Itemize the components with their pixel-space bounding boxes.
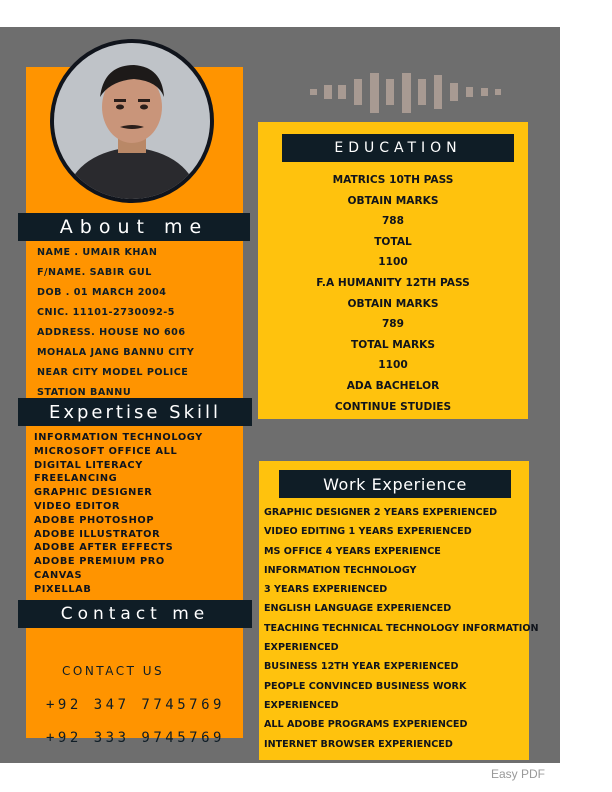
about-line: NAME . UMAIR KHAN [37,247,158,258]
contact-us-label: CONTACT US [62,664,165,678]
work-line: TEACHING TECHNICAL TECHNOLOGY INFORMATION [264,622,539,634]
skills-list [34,431,244,597]
skill-item: ADOBE PHOTOSHOP [34,514,155,526]
education-line: OBTAIN MARKS [347,194,439,207]
portrait-photo-icon [54,43,210,199]
work-line: ALL ADOBE PROGRAMS EXPERIENCED [264,719,468,731]
education-line: 1100 [378,359,408,372]
education-line: TOTAL MARKS [350,338,435,351]
skill-item: GRAPHIC DESIGNER [34,487,153,499]
work-line: 3 YEARS EXPERIENCED [264,584,388,596]
skill-item: PIXELLAB [34,583,92,595]
about-details [37,243,242,403]
education-line: 789 [381,318,405,331]
work-line: INTERNET BROWSER EXPERIENCED [264,738,453,750]
education-line: ADA BACHELOR [346,379,440,392]
skill-item: ADOBE PREMIUM PRO [34,556,165,568]
skill-item: MICROSOFT OFFICE ALL [34,445,178,457]
education-line: 788 [381,215,405,228]
work-line: ENGLISH LANGUAGE EXPERIENCED [264,603,452,615]
work-line: MS OFFICE 4 YEARS EXPERIENCE [264,545,441,557]
education-line: OBTAIN MARKS [347,297,439,310]
about-me-heading: About me [18,213,250,241]
about-line: NEAR CITY MODEL POLICE [37,367,189,378]
education-line: MATRICS 10TH PASS [332,174,454,186]
work-line: BUSINESS 12TH YEAR EXPERIENCED [264,661,459,673]
skill-item: ADOBE ILLUSTRATOR [34,528,161,540]
work-line: EXPERIENCED [264,699,339,711]
about-line: F/NAME. SABIR GUL [37,267,152,278]
work-line: EXPERIENCED [264,642,339,654]
work-line: GRAPHIC DESIGNER 2 YEARS EXPERIENCED [264,507,498,518]
education-list [258,170,528,417]
education-heading: EDUCATION [282,134,514,162]
contact-me-heading: Contact me [18,600,252,628]
skill-item: DIGITAL LITERACY [34,459,143,471]
education-line: 1100 [378,256,408,269]
skill-item: INFORMATION TECHNOLOGY [34,432,203,443]
about-line: MOHALA JANG BANNU CITY [37,347,195,358]
profile-photo [50,39,214,203]
education-panel [258,122,528,419]
skill-item: CANVAS [34,569,83,581]
education-line: F.A HUMANITY 12TH PASS [316,276,470,289]
skill-item: ADOBE AFTER EFFECTS [34,542,174,554]
audio-bars-decoration-icon [306,71,506,113]
education-line: CONTINUE STUDIES [334,400,452,413]
phone-number-1[interactable]: +92 347 7745769 [46,697,225,713]
work-experience-panel [259,461,539,760]
work-experience-heading: Work Experience [279,470,511,498]
education-line: TOTAL [374,235,412,248]
work-line: INFORMATION TECHNOLOGY [264,564,417,576]
about-line: STATION BANNU [37,387,132,398]
phone-number-2[interactable]: +92 333 9745769 [46,730,225,746]
easy-pdf-watermark: Easy PDF [491,767,546,781]
skill-item: VIDEO EDITOR [34,500,121,512]
about-line: ADDRESS. HOUSE NO 606 [37,327,186,338]
about-line: DOB . 01 MARCH 2004 [37,287,167,298]
about-line: CNIC. 11101-2730092-5 [37,307,175,318]
work-line: PEOPLE CONVINCED BUSINESS WORK [264,680,467,692]
work-experience-list [264,503,539,754]
skill-item: FREELANCING [34,473,118,485]
resume-page [0,27,560,763]
expertise-skill-heading: Expertise Skill [18,398,252,426]
work-line: VIDEO EDITING 1 YEARS EXPERIENCED [264,526,472,538]
